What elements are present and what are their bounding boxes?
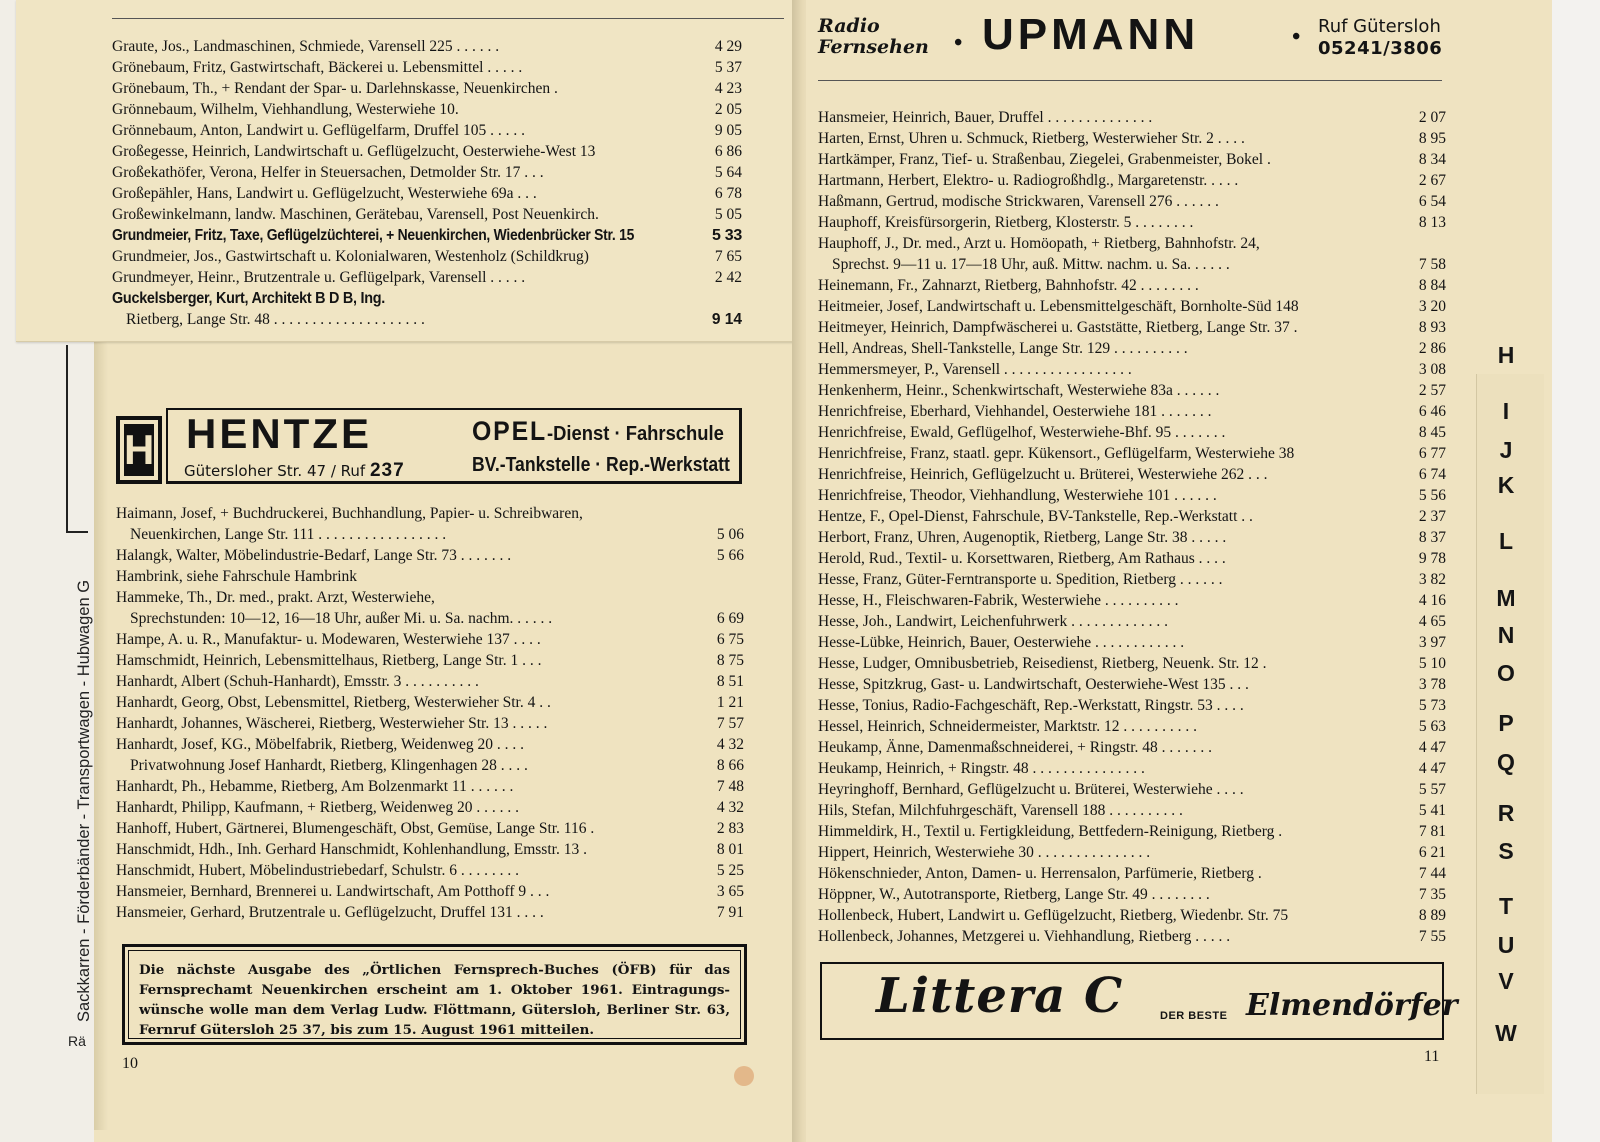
entry-name: Hesse-Lübke, Heinrich, Bauer, Oesterwiehe . . . . . . . . . . . . xyxy=(818,634,1185,651)
thumb-tab-k[interactable]: K xyxy=(1497,472,1515,498)
entry-phone-number: 3 97 xyxy=(1418,634,1446,651)
entry-phone-number: 8 75 xyxy=(716,652,744,669)
hentze-logo-letter: H xyxy=(124,424,154,476)
hentze-name: HENTZE xyxy=(186,410,372,457)
left-top-entry-list xyxy=(112,36,742,330)
littera-advertisement xyxy=(820,962,1458,1040)
entry-phone-number: 2 37 xyxy=(1418,508,1446,525)
directory-entry xyxy=(818,653,1446,674)
entry-name: Haimann, Josef, + Buchdruckerei, Buchhandlung, Papier- u. Schreibwaren, xyxy=(116,505,583,522)
entry-name: Sprechstunden: 10—12, 16—18 Uhr, außer Mi. u. Sa. nachm. . . . . . xyxy=(130,610,553,627)
entry-name: Hollenbeck, Hubert, Landwirt u. Geflügelzucht, Rietberg, Wiedenbr. Str. 75 xyxy=(818,907,1289,924)
page-stain-dot xyxy=(734,1066,754,1086)
entry-name: Halangk, Walter, Möbelindustrie-Bedarf, Lange Str. 73 . . . . . . . xyxy=(116,547,512,564)
hentze-logo xyxy=(116,416,162,484)
entry-phone-number: 3 65 xyxy=(716,883,744,900)
underlying-page-rule-tick xyxy=(66,531,88,533)
directory-entry xyxy=(818,149,1446,170)
directory-entry xyxy=(116,755,744,776)
hentze-opel: OPEL xyxy=(472,416,547,446)
entry-name: Hauphoff, J., Dr. med., Arzt u. Homöopath, + Rietberg, Bahnhofstr. 24, xyxy=(818,235,1260,252)
entry-name: Neuenkirchen, Lange Str. 111 . . . . . . . . . . . . . . . . . xyxy=(130,526,447,543)
directory-entry xyxy=(818,359,1446,380)
entry-phone-number: 1 21 xyxy=(716,694,744,711)
upmann-advertisement xyxy=(818,10,1448,86)
page-number-right: 11 xyxy=(1424,1048,1440,1065)
entry-name: Hanhardt, Philipp, Kaufmann, + Rietberg, Weidenweg 20 . . . . . . xyxy=(116,799,519,816)
entry-phone-number: 2 05 xyxy=(714,101,742,118)
upmann-rule xyxy=(818,80,1442,81)
entry-name: Henrichfreise, Franz, staatl. gepr. Kükensort., Geflügelfarm, Westerwiehe 38 xyxy=(818,445,1295,462)
entry-phone-number: 4 47 xyxy=(1418,739,1446,756)
page-number-left: 10 xyxy=(122,1055,138,1072)
directory-entry xyxy=(818,674,1446,695)
entry-name: Hemmersmeyer, P., Varensell . . . . . . . . . . . . . . . . . xyxy=(818,361,1132,378)
entry-name: Hippert, Heinrich, Westerwiehe 30 . . . . . . . . . . . . . . . xyxy=(818,844,1151,861)
entry-phone-number: 2 42 xyxy=(714,269,742,286)
thumb-tab-v[interactable]: V xyxy=(1498,968,1514,994)
directory-entry xyxy=(818,191,1446,212)
directory-entry xyxy=(116,629,744,650)
thumb-tab-m[interactable]: M xyxy=(1496,585,1516,611)
directory-entry xyxy=(112,225,742,246)
entry-phone-number: 8 01 xyxy=(716,841,744,858)
directory-entry xyxy=(818,695,1446,716)
entry-phone-number: 4 16 xyxy=(1418,592,1446,609)
directory-entry xyxy=(818,569,1446,590)
directory-entry xyxy=(818,716,1446,737)
directory-entry xyxy=(116,671,744,692)
entry-phone-number: 3 20 xyxy=(1418,298,1446,315)
directory-entry xyxy=(116,650,744,671)
entry-phone-number: 5 73 xyxy=(1418,697,1446,714)
entry-name: Großepähler, Hans, Landwirt u. Geflügelzucht, Westerwiehe 69a . . . xyxy=(112,185,537,202)
upmann-ruf-label: Ruf Gütersloh xyxy=(1318,16,1441,37)
entry-phone-number: 4 23 xyxy=(714,80,742,97)
entry-name: Hanschmidt, Hubert, Möbelindustriebedarf, Schulstr. 6 . . . . . . . . xyxy=(116,862,519,879)
notice-text: Die nächste Ausgabe des „Örtlichen Fernsprech-Buches (ÖFB) für das Fernsprechamt Neuenkirchen erscheint am 1. Oktober 1961. Eintragungs-wünsche wolle man dem Verlag Ludw. Flöttmann, Gütersloh, Berliner Str. 63, Fernruf Gütersloh 25 37, bis zum 15. August 1961 mitteilen. xyxy=(139,962,730,1038)
entry-name: Grönebaum, Fritz, Gastwirtschaft, Bäckerei u. Lebensmittel . . . . . xyxy=(112,59,523,76)
directory-entry xyxy=(112,99,742,120)
previous-leaf-rule xyxy=(112,18,784,19)
directory-entry xyxy=(116,587,744,608)
directory-entry xyxy=(116,797,744,818)
entry-name: Harten, Ernst, Uhren u. Schmuck, Rietberg, Westerwieher Str. 2 . . . . xyxy=(818,130,1245,147)
directory-entry xyxy=(818,128,1446,149)
entry-phone-number: 3 78 xyxy=(1418,676,1446,693)
thumb-tab-j[interactable]: J xyxy=(1499,437,1513,463)
entry-name: Hanhardt, Albert (Schuh-Hanhardt), Emsstr. 3 . . . . . . . . . . xyxy=(116,673,479,690)
directory-entry xyxy=(818,401,1446,422)
thumb-tab-t[interactable]: T xyxy=(1498,893,1514,919)
entry-phone-number: 8 93 xyxy=(1418,319,1446,336)
entry-phone-number: 7 81 xyxy=(1418,823,1446,840)
directory-entry xyxy=(112,309,742,330)
entry-name: Hesse, Spitzkrug, Gast- u. Landwirtschaft, Oesterwiehe-West 135 . . . xyxy=(818,676,1249,693)
entry-name: Henkenherm, Heinr., Schenkwirtschaft, Westerwiehe 83a . . . . . . xyxy=(818,382,1220,399)
directory-entry xyxy=(818,170,1446,191)
directory-entry xyxy=(818,506,1446,527)
hentze-ruf-number: 237 xyxy=(369,460,405,481)
entry-phone-number: 6 21 xyxy=(1418,844,1446,861)
entry-name: Hanhardt, Georg, Obst, Lebensmittel, Rietberg, Westerwieher Str. 4 . . xyxy=(116,694,551,711)
entry-phone-number: 5 41 xyxy=(1418,802,1446,819)
directory-entry xyxy=(116,776,744,797)
side-advert-text: Sackkarren - Förderbänder - Transportwagen - Hubwagen G xyxy=(75,579,93,1022)
entry-phone-number: 6 74 xyxy=(1418,466,1446,483)
entry-phone-number: 8 45 xyxy=(1418,424,1446,441)
hentze-address xyxy=(184,460,405,482)
entry-phone-number: 5 33 xyxy=(712,227,742,244)
entry-name: Grundmeyer, Heinr., Brutzentrale u. Geflügelpark, Varensell . . . . . xyxy=(112,269,526,286)
entry-name: Grönebaum, Th., + Rendant der Spar- u. Darlehnskasse, Neuenkirchen . xyxy=(112,80,558,97)
hentze-service-line-1 xyxy=(472,416,724,447)
directory-entry xyxy=(116,839,744,860)
directory-entry xyxy=(116,692,744,713)
entry-name: Hils, Stefan, Milchfuhrgeschäft, Varensell 188 . . . . . . . . . . xyxy=(818,802,1183,819)
entry-name: Hansmeier, Gerhard, Brutzentrale u. Geflügelzucht, Druffel 131 . . . . xyxy=(116,904,544,921)
thumb-tab-q[interactable]: Q xyxy=(1497,749,1515,775)
entry-name: Grundmeier, Fritz, Taxe, Geflügelzüchterei, + Neuenkirchen, Wiedenbrücker Str. 15 xyxy=(112,227,635,244)
hentze-ad-box xyxy=(166,408,742,484)
entry-name: Rietberg, Lange Str. 48 . . . . . . . . . . . . . . . . . . . . xyxy=(126,311,425,328)
entry-phone-number: 3 82 xyxy=(1418,571,1446,588)
directory-entry xyxy=(112,183,742,204)
entry-phone-number: 4 29 xyxy=(714,38,742,55)
entry-phone-number: 6 77 xyxy=(1418,445,1446,462)
entry-name: Guckelsberger, Kurt, Architekt B D B, Ing. xyxy=(112,290,385,307)
directory-entry xyxy=(818,296,1446,317)
directory-entry xyxy=(112,162,742,183)
directory-entry xyxy=(818,443,1446,464)
entry-phone-number: 4 47 xyxy=(1418,760,1446,777)
entry-phone-number: 7 58 xyxy=(1418,256,1446,273)
entry-name: Hamschmidt, Heinrich, Lebensmittelhaus, Rietberg, Lange Str. 1 . . . xyxy=(116,652,542,669)
entry-phone-number: 7 44 xyxy=(1418,865,1446,882)
entry-phone-number: 8 34 xyxy=(1418,151,1446,168)
entry-name: Hanschmidt, Hdh., Inh. Gerhard Hanschmidt, Kohlenhandlung, Emsstr. 13 . xyxy=(116,841,587,858)
directory-entry xyxy=(818,275,1446,296)
thumb-tab-l[interactable]: L xyxy=(1498,528,1514,554)
directory-entry xyxy=(818,779,1446,800)
directory-entry xyxy=(818,863,1446,884)
thumb-tab-i[interactable]: I xyxy=(1502,398,1510,424)
entry-name: Henrichfreise, Theodor, Viehhandlung, Westerwiehe 101 . . . . . . xyxy=(818,487,1217,504)
entry-phone-number: 7 55 xyxy=(1418,928,1446,945)
entry-name: Haßmann, Gertrud, modische Strickwaren, Varensell 276 . . . . . . xyxy=(818,193,1219,210)
entry-phone-number: 5 37 xyxy=(714,59,742,76)
directory-entry xyxy=(818,212,1446,233)
entry-phone-number: 8 51 xyxy=(716,673,744,690)
notice-box xyxy=(122,944,747,1045)
entry-phone-number: 5 56 xyxy=(1418,487,1446,504)
entry-name: Hanhoff, Hubert, Gärtnerei, Blumengeschäft, Obst, Gemüse, Lange Str. 116 . xyxy=(116,820,595,837)
entry-name: Hampe, A. u. R., Manufaktur- u. Modewaren, Westerwiehe 137 . . . . xyxy=(116,631,541,648)
entry-name: Henrichfreise, Ewald, Geflügelhof, Westerwiehe-Bhf. 95 . . . . . . . xyxy=(818,424,1226,441)
entry-phone-number: 7 35 xyxy=(1418,886,1446,903)
entry-name: Hollenbeck, Johannes, Metzgerei u. Viehhandlung, Rietberg . . . . . xyxy=(818,928,1231,945)
directory-entry xyxy=(112,246,742,267)
entry-phone-number: 6 78 xyxy=(714,185,742,202)
hentze-service-line-2: BV.-Tankstelle · Rep.-Werkstatt xyxy=(472,454,730,476)
littera-tagline: DER BESTE xyxy=(1160,1010,1228,1022)
directory-entry xyxy=(116,524,744,545)
directory-entry xyxy=(818,821,1446,842)
directory-entry xyxy=(818,884,1446,905)
directory-entry xyxy=(818,548,1446,569)
directory-entry xyxy=(116,818,744,839)
hentze-service-line-1-rest: -Dienst · Fahrschule xyxy=(546,423,724,445)
thumb-tab-n[interactable]: N xyxy=(1497,622,1515,648)
entry-name: Höppner, W., Autotransporte, Rietberg, Lange Str. 49 . . . . . . . . xyxy=(818,886,1210,903)
entry-name: Hansmeier, Heinrich, Bauer, Druffel . . . . . . . . . . . . . . xyxy=(818,109,1153,126)
directory-entry xyxy=(818,926,1446,947)
directory-entry xyxy=(818,464,1446,485)
directory-entry xyxy=(112,204,742,225)
entry-name: Hökenschnieder, Anton, Damen- u. Herrensalon, Parfümerie, Rietberg . xyxy=(818,865,1262,882)
upmann-phone-block xyxy=(1318,16,1442,60)
directory-entry xyxy=(818,107,1446,128)
entry-phone-number: 2 86 xyxy=(1418,340,1446,357)
upmann-radio-line: Radio xyxy=(818,15,880,37)
directory-entry xyxy=(818,338,1446,359)
directory-entry xyxy=(116,734,744,755)
entry-phone-number: 4 32 xyxy=(716,799,744,816)
entry-phone-number: 8 13 xyxy=(1418,214,1446,231)
entry-phone-number: 3 08 xyxy=(1418,361,1446,378)
entry-phone-number: 9 14 xyxy=(711,311,742,328)
entry-name: Heitmeier, Josef, Landwirtschaft u. Lebensmittelgeschäft, Bornholte-Süd 148 xyxy=(818,298,1299,315)
directory-entry xyxy=(818,590,1446,611)
entry-name: Hell, Andreas, Shell-Tankstelle, Lange Str. 129 . . . . . . . . . . xyxy=(818,340,1188,357)
entry-phone-number: 5 64 xyxy=(714,164,742,181)
entry-name: Hambrink, siehe Fahrschule Hambrink xyxy=(116,568,358,585)
directory-entry xyxy=(818,233,1446,254)
directory-entry xyxy=(818,758,1446,779)
entry-phone-number: 8 66 xyxy=(716,757,744,774)
entry-name: Sprechst. 9—11 u. 17—18 Uhr, auß. Mittw. nachm. u. Sa. . . . . . xyxy=(832,256,1230,273)
entry-name: Großekathöfer, Verona, Helfer in Steuersachen, Detmolder Str. 17 . . . xyxy=(112,164,544,181)
entry-name: Heitmeyer, Heinrich, Dampfwäscherei u. Gaststätte, Rietberg, Lange Str. 37 . xyxy=(818,319,1298,336)
directory-entry xyxy=(818,842,1446,863)
entry-name: Großewinkelmann, landw. Maschinen, Gerätebau, Varensell, Post Neuenkirch. xyxy=(112,206,599,223)
entry-name: Himmeldirk, H., Textil u. Fertigkleidung, Bettfedern-Reinigung, Rietberg . xyxy=(818,823,1283,840)
thumb-tab-s[interactable]: S xyxy=(1498,838,1514,864)
thumb-tab-h[interactable]: H xyxy=(1497,342,1515,368)
thumb-tab-w[interactable]: W xyxy=(1495,1020,1517,1046)
right-entry-list xyxy=(818,107,1446,947)
underlying-page-rule xyxy=(66,345,68,533)
entry-name: Heukamp, Heinrich, + Ringstr. 48 . . . . . . . . . . . . . . . xyxy=(818,760,1145,777)
entry-name: Hesse, H., Fleischwaren-Fabrik, Westerwiehe . . . . . . . . . . xyxy=(818,592,1179,609)
entry-phone-number: 7 91 xyxy=(716,904,744,921)
entry-name: Henrichfreise, Eberhard, Viehhandel, Oesterwiehe 181 . . . . . . . xyxy=(818,403,1212,420)
entry-phone-number: 6 54 xyxy=(1418,193,1446,210)
directory-entry xyxy=(818,254,1446,275)
entry-phone-number: 7 57 xyxy=(716,715,744,732)
entry-phone-number: 8 37 xyxy=(1418,529,1446,546)
entry-phone-number: 5 06 xyxy=(716,526,744,543)
entry-phone-number: 8 84 xyxy=(1418,277,1446,294)
directory-entry xyxy=(116,608,744,629)
entry-name: Grönnebaum, Wilhelm, Viehhandlung, Westerwiehe 10. xyxy=(112,101,459,118)
entry-phone-number: 4 32 xyxy=(716,736,744,753)
entry-name: Herold, Rud., Textil- u. Korsettwaren, Rietberg, Am Rathaus . . . . xyxy=(818,550,1226,567)
directory-entry xyxy=(818,485,1446,506)
left-page-edge-shade xyxy=(94,340,108,1130)
entry-name: Heukamp, Änne, Damenmaßschneiderei, + Ringstr. 48 . . . . . . . xyxy=(818,739,1213,756)
entry-name: Herbort, Franz, Uhren, Augenoptik, Rietberg, Lange Str. 38 . . . . . xyxy=(818,529,1227,546)
entry-name: Hartmann, Herbert, Elektro- u. Radiogroßhdlg., Margaretenstr. . . . . xyxy=(818,172,1239,189)
entry-phone-number: 2 57 xyxy=(1418,382,1446,399)
directory-entry xyxy=(818,611,1446,632)
littera-maker: Elmendörfer xyxy=(1246,988,1458,1023)
thumb-tab-r[interactable]: R xyxy=(1497,800,1515,826)
entry-name: Heinemann, Fr., Zahnarzt, Rietberg, Bahnhofstr. 42 . . . . . . . . xyxy=(818,277,1199,294)
entry-phone-number: 4 65 xyxy=(1418,613,1446,630)
directory-entry xyxy=(818,632,1446,653)
entry-phone-number: 5 66 xyxy=(716,547,744,564)
entry-phone-number: 6 69 xyxy=(716,610,744,627)
directory-entry xyxy=(112,267,742,288)
upmann-bullet-left: • xyxy=(954,30,963,56)
entry-name: Hesse, Franz, Güter-Ferntransporte u. Spedition, Rietberg . . . . . . xyxy=(818,571,1223,588)
directory-entry xyxy=(112,120,742,141)
entry-name: Henrichfreise, Heinrich, Geflügelzucht u. Brüterei, Westerwiehe 262 . . . xyxy=(818,466,1268,483)
directory-entry xyxy=(116,566,744,587)
entry-name: Privatwohnung Josef Hanhardt, Rietberg, Klingenhagen 28 . . . . xyxy=(130,757,528,774)
thumb-tab-p[interactable]: P xyxy=(1498,710,1514,736)
directory-entry xyxy=(818,422,1446,443)
directory-entry xyxy=(818,380,1446,401)
entry-name: Graute, Jos., Landmaschinen, Schmiede, Varensell 225 . . . . . . xyxy=(112,38,500,55)
entry-name: Hanhardt, Johannes, Wäscherei, Rietberg, Westerwieher Str. 13 . . . . . xyxy=(116,715,548,732)
upmann-fernsehen-line: Fernsehen xyxy=(818,36,929,58)
upmann-bullet-right: • xyxy=(1292,24,1301,50)
thumb-tab-o[interactable]: O xyxy=(1497,660,1515,686)
entry-phone-number: 5 25 xyxy=(716,862,744,879)
entry-name: Hauphoff, Kreisfürsorgerin, Rietberg, Klosterstr. 5 . . . . . . . . xyxy=(818,214,1194,231)
entry-name: Grönnebaum, Anton, Landwirt u. Geflügelfarm, Druffel 105 . . . . . xyxy=(112,122,525,139)
entry-phone-number: 2 83 xyxy=(716,820,744,837)
entry-name: Hanhardt, Ph., Hebamme, Rietberg, Am Bolzenmarkt 11 . . . . . . xyxy=(116,778,514,795)
entry-phone-number: 5 10 xyxy=(1418,655,1446,672)
entry-name: Großegesse, Heinrich, Landwirtschaft u. Geflügelzucht, Oesterwiehe-West 13 xyxy=(112,143,596,160)
entry-phone-number: 6 46 xyxy=(1418,403,1446,420)
directory-entry xyxy=(112,288,742,309)
hentze-advertisement xyxy=(116,408,742,486)
entry-name: Hanhardt, Josef, KG., Möbelfabrik, Rietberg, Weidenweg 20 . . . . xyxy=(116,736,524,753)
entry-name: Hesse, Tonius, Radio-Fachgeschäft, Rep.-Werkstatt, Ringstr. 53 . . . . xyxy=(818,697,1244,714)
directory-entry xyxy=(116,902,744,923)
directory-entry xyxy=(116,860,744,881)
directory-entry xyxy=(112,57,742,78)
littera-brand: Littera C xyxy=(876,968,1124,1024)
directory-entry xyxy=(112,78,742,99)
entry-phone-number: 9 05 xyxy=(714,122,742,139)
directory-entry xyxy=(112,141,742,162)
thumb-index-background xyxy=(1552,0,1600,1142)
entry-name: Hansmeier, Bernhard, Brennerei u. Landwirtschaft, Am Potthoff 9 . . . xyxy=(116,883,550,900)
entry-name: Hesse, Joh., Landwirt, Leichenfuhrwerk . . . . . . . . . . . . . xyxy=(818,613,1168,630)
entry-phone-number: 2 07 xyxy=(1418,109,1446,126)
hentze-address-text: Gütersloher Str. 47 / Ruf xyxy=(184,462,366,480)
upmann-radio-fernsehen xyxy=(818,16,929,58)
entry-phone-number: 2 67 xyxy=(1418,172,1446,189)
entry-phone-number: 7 65 xyxy=(714,248,742,265)
entry-name: Grundmeier, Jos., Gastwirtschaft u. Kolonialwaren, Westenholz (Schildkrug) xyxy=(112,248,589,265)
directory-entry xyxy=(116,713,744,734)
entry-phone-number: 9 78 xyxy=(1418,550,1446,567)
entry-name: Heyringhoff, Bernhard, Geflügelzucht u. Brüterei, Westerwiehe . . . . xyxy=(818,781,1244,798)
entry-name: Hammeke, Th., Dr. med., prakt. Arzt, Westerwiehe, xyxy=(116,589,435,606)
entry-phone-number: 5 05 xyxy=(714,206,742,223)
directory-entry xyxy=(112,36,742,57)
directory-entry xyxy=(116,881,744,902)
entry-name: Hesse, Ludger, Omnibusbetrieb, Reisedienst, Rietberg, Neuenk. Str. 12 . xyxy=(818,655,1267,672)
thumb-tab-u[interactable]: U xyxy=(1497,932,1515,958)
upmann-name: UPMANN xyxy=(982,10,1200,59)
side-advert-text-2: Rä xyxy=(68,1033,86,1049)
directory-entry xyxy=(818,905,1446,926)
entry-phone-number: 8 95 xyxy=(1418,130,1446,147)
left-entry-list xyxy=(116,503,744,923)
entry-name: Hartkämper, Franz, Tief- u. Straßenbau, Ziegelei, Grabenmeister, Bokel . xyxy=(818,151,1271,168)
entry-phone-number: 6 86 xyxy=(714,143,742,160)
entry-phone-number: 8 89 xyxy=(1418,907,1446,924)
entry-phone-number: 5 57 xyxy=(1418,781,1446,798)
directory-entry xyxy=(116,545,744,566)
entry-phone-number: 5 63 xyxy=(1418,718,1446,735)
upmann-phone-number: 05241/3806 xyxy=(1318,38,1443,59)
directory-entry xyxy=(116,503,744,524)
entry-name: Hessel, Heinrich, Schneidermeister, Marktstr. 12 . . . . . . . . . . xyxy=(818,718,1198,735)
directory-entry xyxy=(818,317,1446,338)
directory-entry xyxy=(818,737,1446,758)
entry-phone-number: 7 48 xyxy=(716,778,744,795)
directory-entry xyxy=(818,800,1446,821)
entry-phone-number: 6 75 xyxy=(716,631,744,648)
entry-name: Hentze, F., Opel-Dienst, Fahrschule, BV-Tankstelle, Rep.-Werkstatt . . xyxy=(818,508,1253,525)
directory-entry xyxy=(818,527,1446,548)
